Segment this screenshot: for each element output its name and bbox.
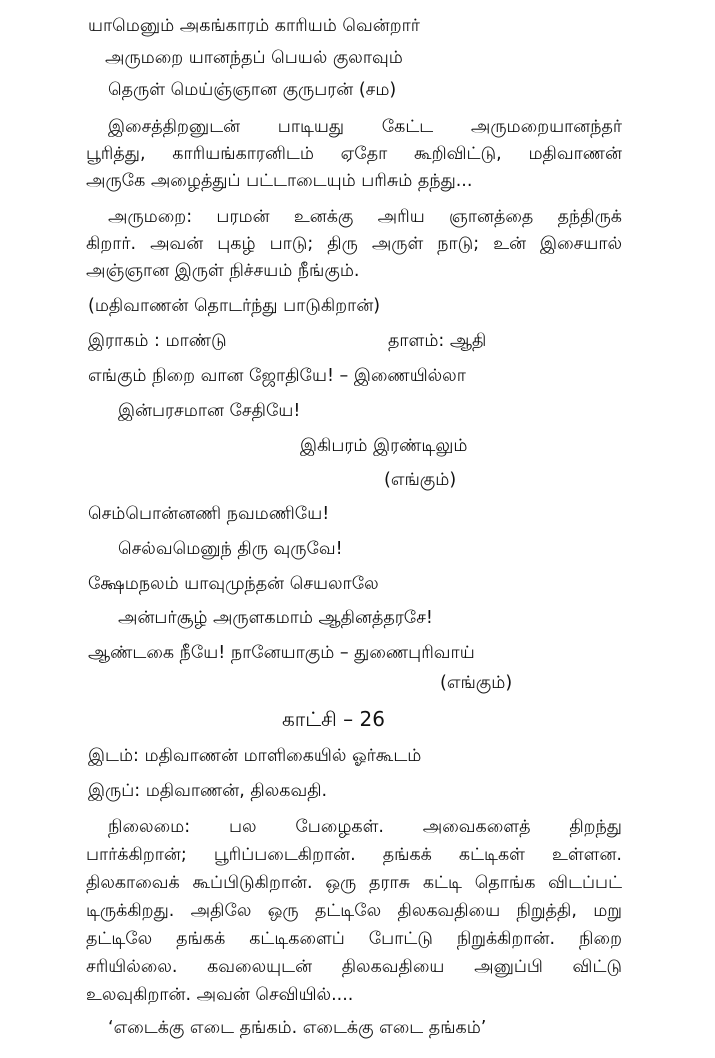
song1-line1: யாமெனும் அகங்காரம் காரியம் வென்றார்	[88, 16, 420, 36]
para3-line5: தட்டிலே தங்கக் கட்டிகளைப் போட்டு நிறுக்கிறான். நிறை	[86, 929, 622, 949]
raga-label: இராகம் : மாண்டு	[88, 331, 227, 351]
para1-line1: இசைத்திறனுடன் பாடியது கேட்ட அருமறையானந்தர்	[108, 117, 622, 137]
scene-place: இடம்: மதிவாணன் மாளிகையில் ஓர்கூடம்	[88, 746, 422, 766]
song2-line6: செல்வமெனுந் திரு வுருவே!	[118, 539, 343, 559]
song2-line1: எங்கும் நிறை வான ஜோதியே! – இணையில்லா	[88, 366, 466, 386]
para3-line4: டிருக்கிறது. அதிலே ஒரு தட்டிலே திலகவதியை நிறுத்தி, மறு	[86, 901, 622, 921]
scene-present: இருப்: மதிவாணன், திலகவதி.	[88, 781, 328, 801]
para3-line3: திலகாவைக் கூப்பிடுகிறான். ஒரு தராசு கட்டி தொங்க விடப்பட்	[86, 873, 622, 893]
song2-line9: ஆண்டகை நீயே! நானேயாகும் – துணைபுரிவாய்	[88, 643, 475, 663]
para3-line6: சரியில்லை. கவலையுடன் திலகவதியை அனுப்பி விட்டு	[86, 957, 622, 977]
para3-line1: நிலைமை: பல பேழைகள். அவைகளைத் திறந்து	[108, 817, 622, 837]
song2-line3: இகிபரம் இரண்டிலும்	[300, 436, 468, 456]
song2-line7: க்ஷேமநலம் யாவுமுந்தன் செயலாலே	[88, 574, 379, 594]
para2-line3: அஞ்ஞான இருள் நிச்சயம் நீங்கும்.	[86, 261, 360, 281]
closing-line: ‘எடைக்கு எடை தங்கம். எடைக்கு எடை தங்கம்’	[108, 1018, 487, 1038]
song2-line5: செம்பொன்னணி நவமணியே!	[88, 504, 330, 524]
para2-line2: கிறார். அவன் புகழ் பாடு; திரு அருள் நாடு; உன் இசையால்	[86, 234, 622, 254]
tala-label: தாளம்: ஆதி	[388, 331, 487, 351]
para1-line2: பூரித்து, காரியங்காரனிடம் ஏதோ கூறிவிட்டு, மதிவாணன்	[86, 144, 622, 164]
song1-line2: அருமறை யானந்தப் பெயல் குலாவும்	[105, 48, 403, 68]
song2-refrain-1: (எங்கும்)	[384, 470, 457, 490]
para3-line7: உலவுகிறான். அவன் செவியில்....	[86, 985, 354, 1005]
song2-refrain-2: (எங்கும்)	[440, 673, 513, 693]
para2-line1: அருமறை: பரமன் உனக்கு அரிய ஞானத்தை தந்திருக்	[108, 207, 622, 227]
song2-line2: இன்பரசமான சேதியே!	[118, 401, 301, 421]
song2-line8: அன்பர்சூழ் அருளகமாம் ஆதினத்தரசே!	[118, 608, 433, 628]
stage-note: (மதிவாணன் தொடர்ந்து பாடுகிறான்)	[88, 296, 381, 316]
song1-line3: தெருள் மெய்ஞ்ஞான குருபரன் (சம)	[108, 80, 397, 100]
scene-title: காட்சி – 26	[282, 707, 385, 731]
para3-line2: பார்க்கிறான்; பூரிப்படைகிறான். தங்கக் கட்டிகள் உள்ளன.	[86, 845, 622, 865]
para1-line3: அருகே அழைத்துப் பட்டாடையும் பரிசும் தந்து...	[86, 171, 473, 191]
